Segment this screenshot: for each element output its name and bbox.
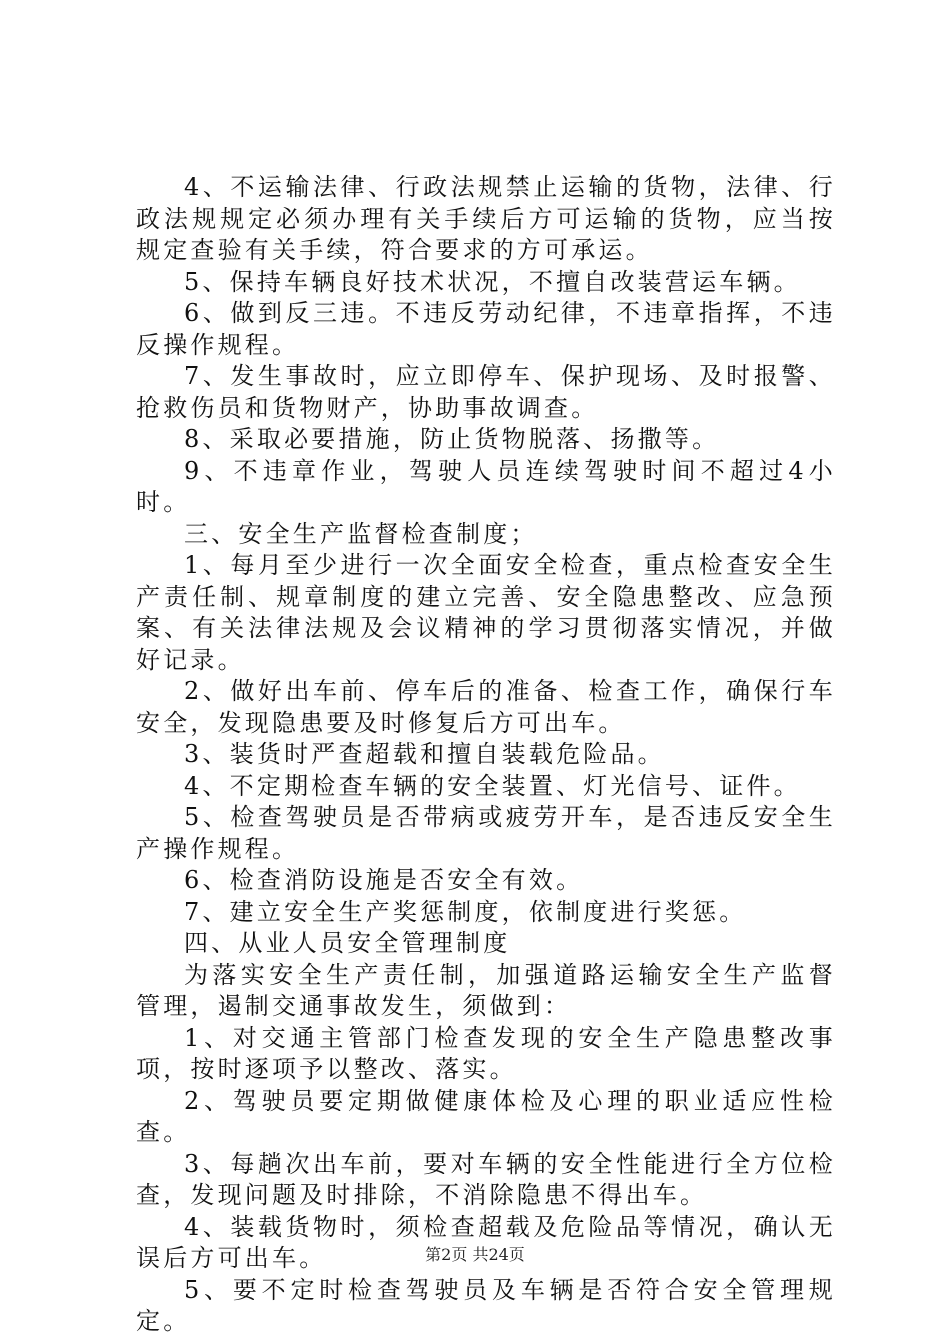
- paragraph: 4、不定期检查车辆的安全装置、灯光信号、证件。: [184, 771, 801, 800]
- page-footer: 第2页 共24页: [425, 1245, 525, 1264]
- paragraph: 5、要不定时检查驾驶员及车辆是否符合安全管理规定。: [136, 1275, 836, 1335]
- paragraph: 1、对交通主管部门检查发现的安全生产隐患整改事项，按时逐项予以整改、落实。: [136, 1023, 836, 1083]
- paragraph: 8、采取必要措施，防止货物脱落、扬撒等。: [184, 425, 720, 453]
- paragraph: 5、检查驾驶员是否带病或疲劳开车，是否违反安全生产操作规程。: [136, 803, 836, 863]
- section-heading: 四、从业人员安全管理制度: [184, 929, 511, 957]
- paragraph: 4、装载货物时，须检查超载及危险品等情况，确认无误后方可出车。: [136, 1212, 836, 1272]
- paragraph: 3、每趟次出车前，要对车辆的安全性能进行全方位检查，发现问题及时排除，不消除隐患不得出车。: [136, 1149, 836, 1209]
- paragraph: 7、发生事故时，应立即停车、保护现场、及时报警、抢救伤员和货物财产，协助事故调查。: [136, 362, 836, 422]
- section-heading: 三、安全生产监督检查制度；: [184, 519, 538, 548]
- paragraph: 7、建立安全生产奖惩制度，依制度进行奖惩。: [184, 897, 747, 926]
- paragraph: 9、不违章作业，驾驶人员连续驾驶时间不超过4小时。: [136, 456, 836, 516]
- paragraph: 5、保持车辆良好技术状况，不擅自改装营运车辆。: [184, 267, 801, 296]
- paragraph: 2、驾驶员要定期做健康体检及心理的职业适应性检查。: [136, 1086, 836, 1146]
- paragraph: 1、每月至少进行一次全面安全检查，重点检查安全生产责任制、规章制度的建立完善、安全隐患整改、应急预案、有关法律法规及会议精神的学习贯彻落实情况，并做好记录。: [136, 551, 836, 674]
- document-body: [136, 172, 836, 1338]
- paragraph: 6、检查消防设施是否安全有效。: [184, 866, 584, 894]
- paragraph: 6、做到反三违。不违反劳动纪律，不违章指挥，不违反操作规程。: [136, 299, 836, 359]
- paragraph: 3、装货时严查超载和擅自装载危险品。: [184, 740, 665, 768]
- paragraph: 为落实安全生产责任制，加强道路运输安全生产监督管理，遏制交通事故发生，须做到：: [136, 960, 836, 1020]
- paragraph: 4、不运输法律、行政法规禁止运输的货物，法律、行政法规规定必须办理有关手续后方可运输的货物，应当按规定查验有关手续，符合要求的方可承运。: [136, 173, 836, 264]
- paragraph: 2、做好出车前、停车后的准备、检查工作，确保行车安全，发现隐患要及时修复后方可出车。: [136, 677, 836, 737]
